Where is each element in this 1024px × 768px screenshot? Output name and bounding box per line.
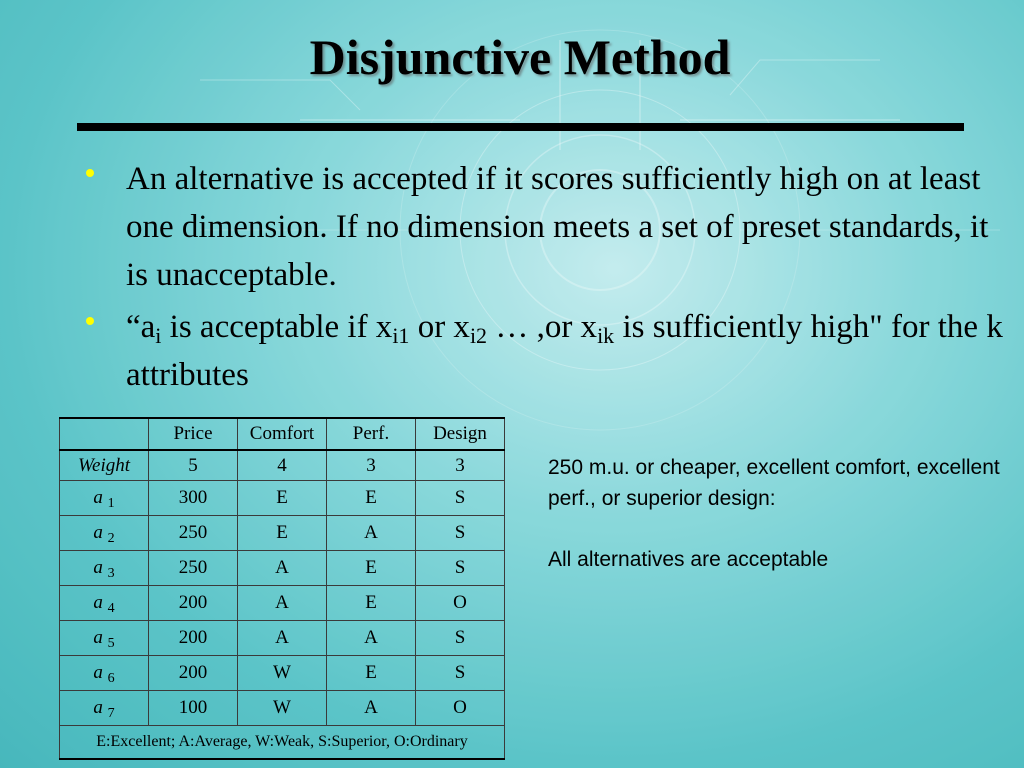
table-header-cell: Perf. [327,418,416,450]
weight-row [60,450,505,481]
table-header-cell: Price [149,418,238,450]
table-cell: A [327,691,416,726]
alternative-label: a $_6$ [60,656,149,691]
bullet-item [86,303,1006,399]
table-row [60,621,505,656]
alternative-label: a $_3$ [60,551,149,586]
title-underline [77,123,964,131]
table-cell: 5 [149,450,238,481]
bullet-list [86,155,1006,399]
alternative-label: a $_4$ [60,586,149,621]
table-cell: W [238,691,327,726]
table-cell: A [238,551,327,586]
table-cell: O [416,691,505,726]
weight-label: Weight [60,450,149,481]
table-cell: W [238,656,327,691]
table-row [60,481,505,516]
bullet-text: “$a_i$ is acceptable if $x_{i1}$ or $x_{i2}$ … ,or $x_{ik}$ is sufficiently high" for the k attributes [126,309,1003,393]
table-cell: A [238,586,327,621]
bullet-dot-icon [86,317,94,325]
table-cell: 100 [149,691,238,726]
table-cell: A [327,516,416,551]
table-cell: 250 [149,516,238,551]
table-cell: A [327,621,416,656]
side-note [548,452,1008,575]
table-cell: 4 [238,450,327,481]
table-cell: E [327,656,416,691]
table-row [60,516,505,551]
table-cell: O [416,586,505,621]
table-cell: S [416,481,505,516]
slide-title: Disjunctive Method [309,29,731,85]
alternative-label: a $_1$ [60,481,149,516]
table-cell: 250 [149,551,238,586]
legend-row [60,726,505,760]
bullet-dot-icon [86,169,94,177]
table-cell: E [238,481,327,516]
alternative-label: a $_5$ [60,621,149,656]
bullet-text: An alternative is accepted if it scores sufficiently high on at least one dimension. If no dimension meets a set of preset standards, it is unacceptable. [126,161,989,293]
table-cell: 3 [327,450,416,481]
table-cell: E [238,516,327,551]
table-cell: 300 [149,481,238,516]
alternative-label: a $_7$ [60,691,149,726]
table-legend: E:Excellent; A:Average, W:Weak, S:Superior, O:Ordinary [60,726,505,760]
table-header-cell [60,418,149,450]
table-cell: S [416,516,505,551]
alternative-label: a $_2$ [60,516,149,551]
criteria-text: 250 m.u. or cheaper, excellent comfort, excellent perf., or superior design: [548,456,1000,510]
table-cell: E [327,551,416,586]
table-row [60,551,505,586]
table-row [60,656,505,691]
table-cell: 3 [416,450,505,481]
table-cell: 200 [149,586,238,621]
table-row [60,586,505,621]
table-cell: E [327,481,416,516]
table-cell: A [238,621,327,656]
table-header-cell: Design [416,418,505,450]
table-cell: 200 [149,656,238,691]
alternatives-table [59,417,505,760]
table-cell: S [416,656,505,691]
table-row [60,691,505,726]
table-cell: E [327,586,416,621]
table-cell: S [416,551,505,586]
table-header-cell: Comfort [238,418,327,450]
table-header-row [60,418,505,450]
table-cell: 200 [149,621,238,656]
table-cell: S [416,621,505,656]
bullet-item [86,155,1006,299]
conclusion-text: All alternatives are acceptable [548,548,829,571]
